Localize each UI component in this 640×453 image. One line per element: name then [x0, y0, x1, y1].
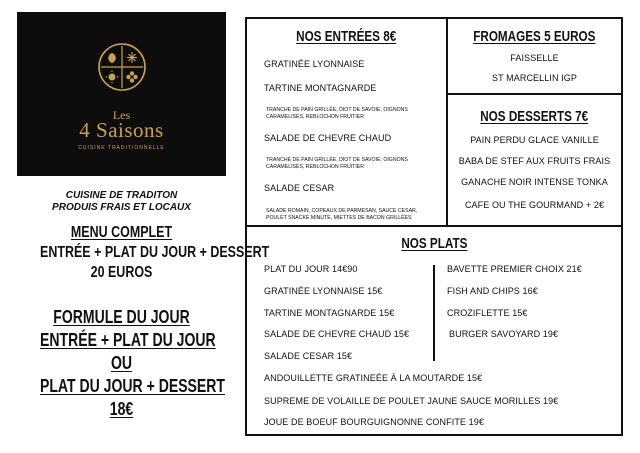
restaurant-logo — [17, 12, 226, 176]
desserts-title: NOS DESSERTS 7€ — [480, 108, 589, 125]
plats-section — [245, 225, 623, 436]
dessert-item: GANACHE NOIR INTENSE TONKA — [461, 177, 608, 187]
desserts-section — [446, 93, 623, 227]
logo-name-line1: Les — [112, 108, 131, 122]
logo-name-line2: 4 Saisons — [79, 118, 164, 142]
subtitle-line2: PRODUIS FRAIS ET LOCAUX — [52, 202, 191, 213]
entree-item: GRATINÉE LYONNAISE — [264, 59, 365, 69]
dessert-item: CAFE OU THE GOURMAND + 2€ — [464, 200, 605, 210]
fromage-item: ST MARCELLIN IGP — [492, 73, 577, 83]
plat-item: PLAT DU JOUR 14€90 — [264, 264, 358, 274]
fromages-section — [446, 17, 623, 95]
four-seasons-emblem-icon — [97, 42, 147, 92]
formule-line1: ENTRÉE + PLAT DU JOUR — [39, 330, 216, 350]
fromages-title: FROMAGES 5 EUROS — [473, 28, 596, 45]
dessert-item: BABA DE STEF AUX FRUITS FRAIS — [458, 156, 611, 166]
plat-item: ANDOUILLETTE GRATINEÉE À LA MOUTARDE 15€ — [264, 373, 483, 383]
formule-line2: PLAT DU JOUR + DESSERT — [39, 376, 226, 396]
plats-title: NOS PLATS — [400, 235, 468, 252]
plat-item: GRATINÉE LYONNAISE 15€ — [264, 286, 383, 296]
plat-item: FISH AND CHIPS 16€ — [447, 286, 538, 296]
plat-item: BURGER SAVOYARD 19€ — [449, 329, 559, 339]
plat-item: TARTINE MONTAGNARDE 15€ — [264, 308, 395, 318]
column-divider — [433, 265, 435, 361]
plat-item: CROZIFLETTE 15€ — [447, 308, 528, 318]
logo-tagline: CUISINE TRADITIONNELLE — [78, 145, 165, 151]
formule-section — [17, 308, 226, 418]
formule-title: FORMULE DU JOUR — [53, 307, 190, 327]
entree-note: TRANCHE DE PAIN GRILLÉE, DIOT DE SAVOIE, OIGNONS CARAMELISÉS, REBLOCHON FRUITIER — [266, 107, 408, 120]
dessert-item: PAIN PERDU GLACE VANILLE — [470, 135, 599, 145]
formule-price: 18€ — [109, 399, 134, 419]
plat-item: BAVETTE PREMIER CHOIX 21€ — [447, 264, 582, 274]
entree-item: SALADE DE CHEVRE CHAUD — [264, 133, 392, 143]
subtitle-line1: CUISINE DE TRADITON — [65, 190, 178, 201]
entrees-section — [245, 17, 448, 227]
formule-or: OU — [110, 353, 133, 373]
menu-complet-line: ENTRÉE + PLAT DU JOUR + DESSERT — [39, 244, 270, 261]
entree-item: SALADE CESAR — [264, 183, 335, 193]
fromage-item: FAISSELLE — [510, 53, 559, 63]
plat-item: JOUE DE BOEUF BOURGUIGNONNE CONFITE 19€ — [264, 417, 484, 427]
plat-item: SUPREME DE VOLAILLE DE POULET JAUNE SAUCE MORILLES 19€ — [264, 396, 559, 406]
entree-note: TRANCHE DE PAIN GRILLÉE, DIOT DE SAVOIE, OIGNONS CARAMELISÉS, REBLOCHON FRUITIER — [266, 157, 408, 170]
entrees-title: NOS ENTRÉES 8€ — [296, 28, 397, 45]
entree-note: SALADE ROMAIN, COPEAUX DE PARMESAN, SAUCE CESAR, POULET SNACKÉ MINUTE, MIETTES DE BACON GRILLÉES — [266, 208, 418, 221]
menu-complet-title: MENU COMPLET — [70, 224, 173, 241]
entree-item: TARTINE MONTAGNARDE — [264, 83, 377, 93]
menu-complet-price: 20 EUROS — [90, 264, 153, 281]
plat-item: SALADE CESAR 15€ — [264, 351, 353, 361]
plat-item: SALADE DE CHEVRE CHAUD 15€ — [264, 329, 410, 339]
restaurant-subtitle — [17, 190, 226, 214]
menu-complet-section — [17, 224, 270, 281]
